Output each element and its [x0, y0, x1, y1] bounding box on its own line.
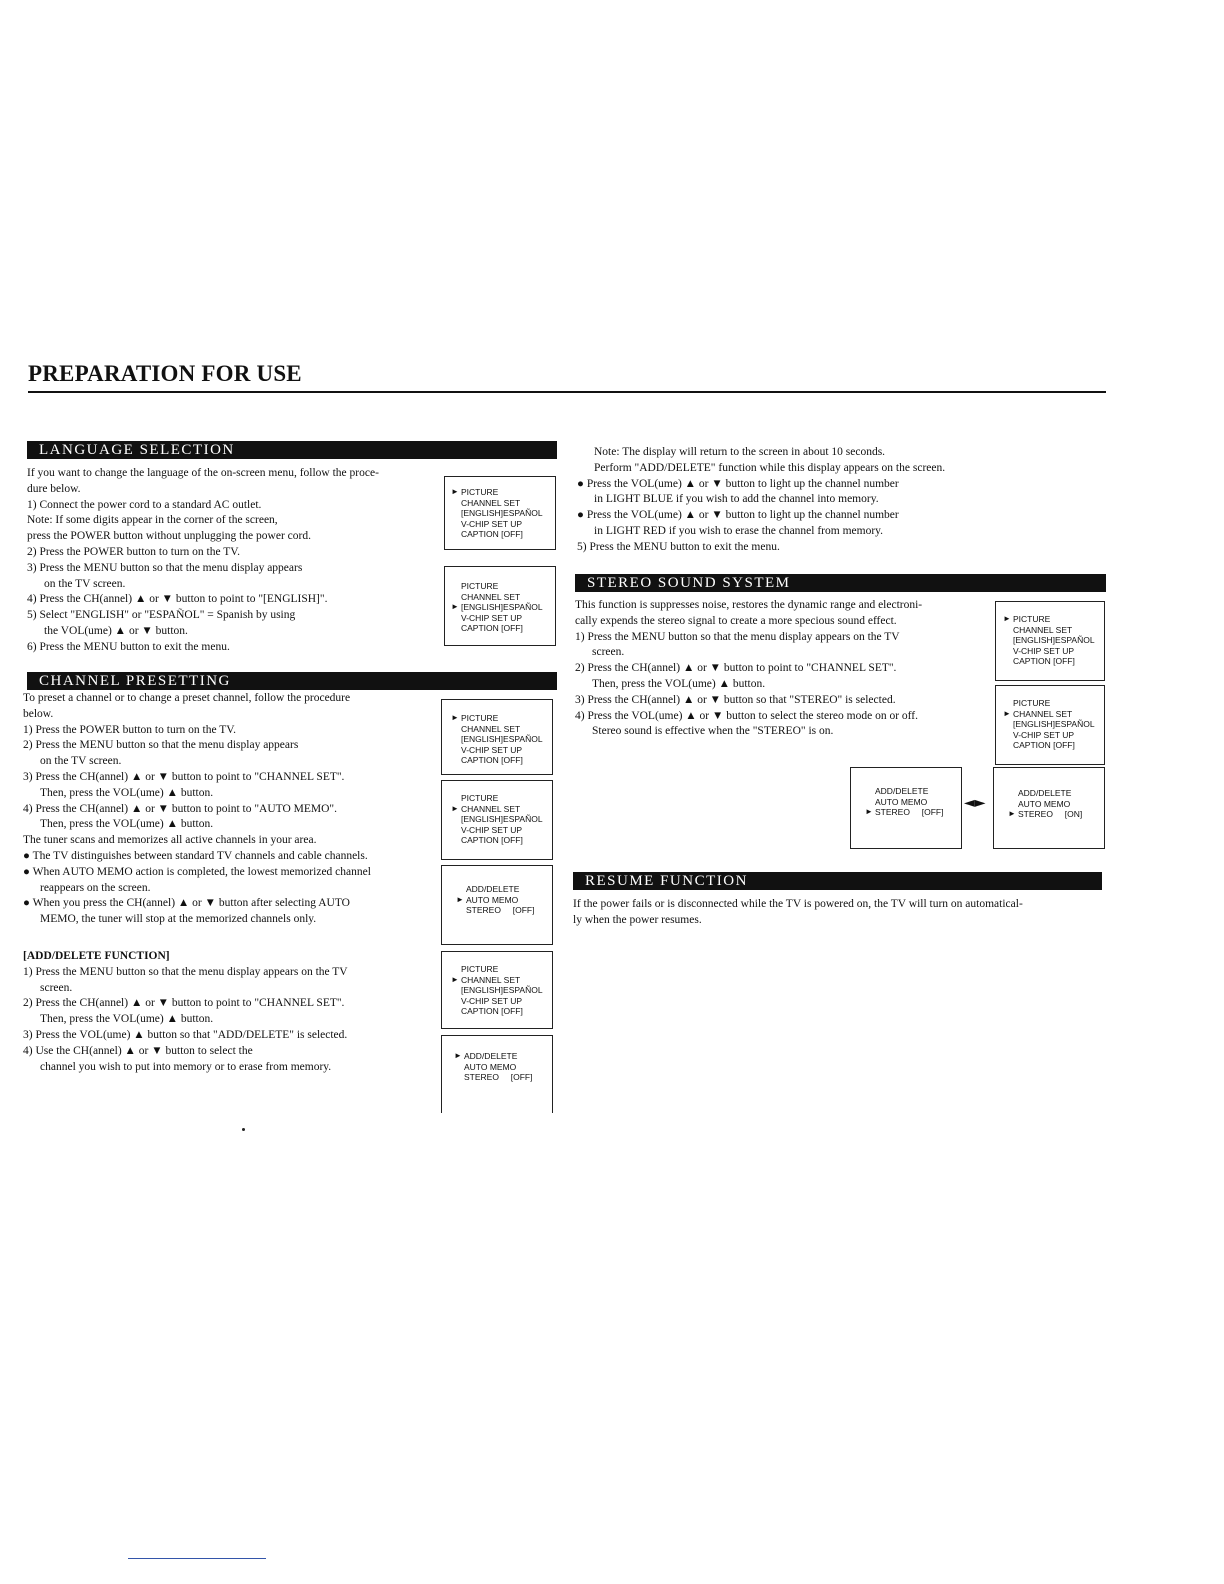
resume-heading: RESUME FUNCTION	[573, 872, 1102, 890]
note-text: Note: The display will return to the screen in about 10 seconds. Perform "ADD/DELETE" function while this display appears on the screen. ● Press the VOL(ume) ▲ or ▼ button to light up the channel number in LIGHT BLUE if you wish to add the channel into memory. ● Press the VOL(ume) ▲ or ▼ button to light up the channel number in LIGHT RED if you wish to erase the channel from memory. 5) Press the MENU button to exit the menu.	[577, 446, 946, 553]
menu-display-stereo-1: ► PICTURE CHANNEL SET [ENGLISH]ESPAÑOL V-CHIP SET UP CAPTION [OFF]	[995, 601, 1105, 681]
toggle-arrow-icon: ◄►	[964, 795, 986, 811]
menu-display-picture: ► PICTURE CHANNEL SET [ENGLISH]ESPAÑOL V-CHIP SET UP CAPTION [OFF]	[444, 476, 556, 550]
stereo-text: This function is suppresses noise, restores the dynamic range and electroni- cally expends the stereo signal to create a more specious sound effect. 1) Press the MENU button so that the menu display appears on the TV screen. 2) Press the CH(annel) ▲ or ▼ button to point to "CHANNEL SET". Then, press the VOL(ume) ▲ button. 3) Press the CH(annel) ▲ or ▼ button so that "STEREO" is selected. 4) Press the VOL(ume) ▲ or ▼ button to select the stereo mode on or off. Stereo sound is effective when the "STEREO" is on.	[575, 599, 923, 738]
resume-text: If the power fails or is disconnected while the TV is powered on, the TV will turn on automatical- ly when the power resumes.	[573, 898, 1023, 926]
adddelete-text: [ADD/DELETE FUNCTION] 1) Press the MENU button so that the menu display appears on the TV screen. 2) Press the CH(annel) ▲ or ▼ button to point to "CHANNEL SET". Then, press the VOL(ume) ▲ button. 3) Press the VOL(ume) ▲ button so that "ADD/DELETE" is selected. 4) Use the CH(annel) ▲ or ▼ button to select the channel you wish to put into memory or to erase from memory.	[23, 950, 348, 1073]
menu-display-stereo-2: PICTURE ► CHANNEL SET [ENGLISH]ESPAÑOL V-CHIP SET UP CAPTION [OFF]	[995, 685, 1105, 765]
menu-display-stereo-off: ADD/DELETE AUTO MEMO ► STEREO [OFF]	[850, 767, 962, 849]
channel-heading: CHANNEL PRESETTING	[27, 672, 557, 690]
title-rule	[28, 391, 1106, 393]
menu-display-language: PICTURE CHANNEL SET ► [ENGLISH]ESPAÑOL V-CHIP SET UP CAPTION [OFF]	[444, 566, 556, 646]
stereo-heading: STEREO SOUND SYSTEM	[575, 574, 1106, 592]
language-heading: LANGUAGE SELECTION	[27, 441, 557, 459]
footer-rule	[128, 1558, 266, 1559]
menu-display-channel-1: ► PICTURE CHANNEL SET [ENGLISH]ESPAÑOL V-CHIP SET UP CAPTION [OFF]	[441, 699, 553, 775]
page-title: PREPARATION FOR USE	[28, 361, 302, 386]
menu-display-channel-2: PICTURE ► CHANNEL SET [ENGLISH]ESPAÑOL V-CHIP SET UP CAPTION [OFF]	[441, 780, 553, 860]
menu-display-stereo-on: ADD/DELETE AUTO MEMO ► STEREO [ON]	[993, 767, 1105, 849]
language-text: If you want to change the language of the on-screen menu, follow the proce- dure below. 1) Connect the power cord to a standard AC outlet. Note: If some digits appear in the corner of the screen, press the POWER button without unplugging the power cord. 2) Press the POWER button to turn on the TV. 3) Press the MENU button so that the menu display appears on the TV screen. 4) Press the CH(annel) ▲ or ▼ button to point to "[ENGLISH]". 5) Select "ENGLISH" or "ESPAÑOL" = Spanish by using the VOL(ume) ▲ or ▼ button. 6) Press the MENU button to exit the menu.	[27, 467, 379, 653]
scan-speck	[242, 1128, 245, 1131]
menu-display-channel-3: PICTURE ► CHANNEL SET [ENGLISH]ESPAÑOL V-CHIP SET UP CAPTION [OFF]	[441, 951, 553, 1029]
channel-text: To preset a channel or to change a preset channel, follow the procedure below. 1) Press the POWER button to turn on the TV. 2) Press the MENU button so that the menu display appears on the TV screen. 3) Press the CH(annel) ▲ or ▼ button to point to "CHANNEL SET". Then, press the VOL(ume) ▲ button. 4) Press the CH(annel) ▲ or ▼ button to point to "AUTO MEMO". Then, press the VOL(ume) ▲ button. The tuner scans and memorizes all active channels in your area. ● The TV distinguishes between standard TV channels and cable channels. ● When AUTO MEMO action is completed, the lowest memorized channel reappears on the screen. ● When you press the CH(annel) ▲ or ▼ button after selecting AUTO MEMO, the tuner will stop at the memorized channels only.	[23, 692, 371, 926]
menu-display-add-delete: ► ADD/DELETE AUTO MEMO STEREO [OFF]	[441, 1035, 553, 1113]
menu-display-auto-memo: ADD/DELETE ► AUTO MEMO STEREO [OFF]	[441, 865, 553, 945]
